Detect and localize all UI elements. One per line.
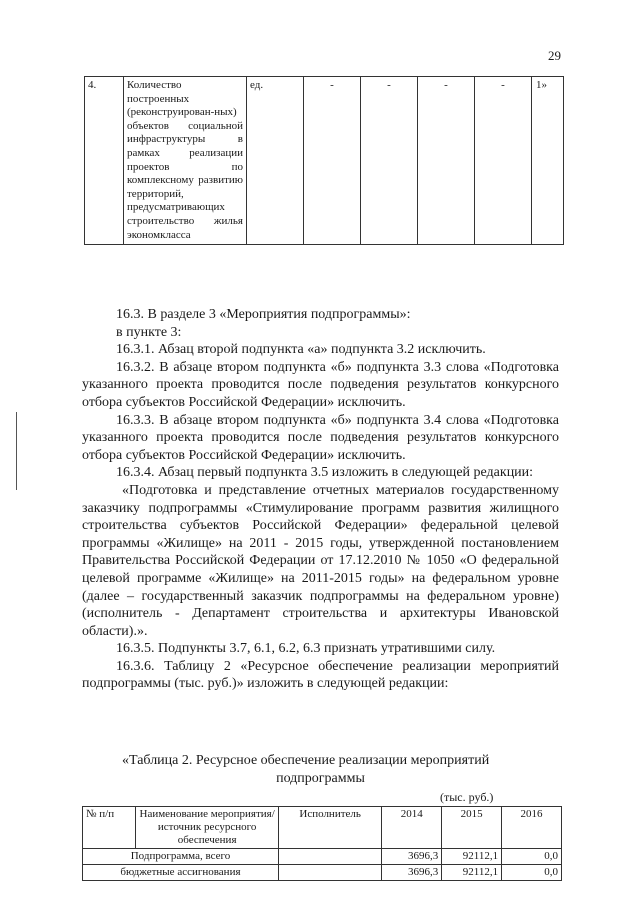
row-executor — [278, 849, 381, 865]
row-label: Подпрограмма, всего — [83, 849, 279, 865]
indicator-name: Количество построенных (реконструирован-ных) объектов социальной инфраструктуры в рамках реализации проектов по комплексному развитию территорий, предусматривающих строительство жилья экономкласса — [124, 77, 247, 245]
table-header-row — [83, 807, 562, 849]
caption-line: «Таблица 2. Ресурсное обеспечение реализации мероприятий — [122, 753, 490, 768]
table-row — [83, 849, 562, 865]
header-name: Наименование мероприятия/источник ресурсного обеспечения — [136, 807, 279, 849]
paragraph: 16.3.4. Абзац первый подпункта 3.5 изложить в следующей редакции: — [116, 465, 534, 481]
header-executor: Исполнитель — [278, 807, 381, 849]
margin-mark — [16, 412, 17, 490]
paragraph: 16.3. В разделе 3 «Мероприятия подпрограммы»: — [116, 307, 411, 322]
row-value: 0,0 — [502, 865, 562, 881]
page-number: 29 — [548, 48, 561, 63]
row-value: 0,0 — [502, 849, 562, 865]
paragraph: «Подготовка и представление отчетных материалов государственному заказчику подпрограммы «Стимулирование программ развития жилищного строительства субъектов Российской Федерации» федеральной целевой программы «Жилище» на 2011 - 2015 годы, утвержденной постановлением Правительства Российской Федерации от 17.12.2010 № 1050 «О федеральной целевой программе «Жилище» на 2011-2015 годы» на федеральном уровне (далее – государственный заказчик подпрограммы на федеральном уровне) (исполнитель - Департамент строительства и архитектуры Ивановской области).». — [82, 482, 559, 639]
row-value: 92112,1 — [442, 849, 502, 865]
value-cell: - — [475, 77, 532, 245]
row-value: 3696,3 — [382, 849, 442, 865]
header-year: 2015 — [442, 807, 502, 849]
paragraph: 16.3.2. В абзаце втором подпункта «б» подпункта 3.3 слова «Подготовка указанного проекта проводится после подведения результатов конкурсного отбора субъектов Российской Федерации» исключить. — [82, 359, 559, 410]
row-executor — [278, 865, 381, 881]
paragraph: 16.3.3. В абзаце втором подпункта «б» подпункта 3.4 слова «Подготовка указанного проекта проводится после подведения результатов конкурсного отбора субъектов Российской Федерации» исключить. — [82, 412, 559, 463]
paragraph: 16.3.1. Абзац второй подпункта «а» подпункта 3.2 исключить. — [116, 342, 486, 358]
row-value: 92112,1 — [442, 865, 502, 881]
table-row — [85, 77, 564, 245]
header-year: 2014 — [382, 807, 442, 849]
table-row — [83, 865, 562, 881]
row-value: 3696,3 — [382, 865, 442, 881]
caption-line: подпрограммы — [276, 770, 365, 786]
value-cell: - — [418, 77, 475, 245]
indicator-table — [84, 76, 564, 245]
row-label: бюджетные ассигнования — [83, 865, 279, 881]
value-cell: - — [304, 77, 361, 245]
header-year: 2016 — [502, 807, 562, 849]
paragraph: 16.3.6. Таблицу 2 «Ресурсное обеспечение реализации мероприятий подпрограммы (тыс. руб.)» изложить в следующей редакции: — [82, 658, 559, 692]
paragraph: в пункте 3: — [116, 324, 182, 340]
indicator-unit: ед. — [247, 77, 304, 245]
header-num: № п/п — [83, 807, 136, 849]
resource-table — [82, 806, 562, 881]
paragraph: 16.3.5. Подпункты 3.7, 6.1, 6.2, 6.3 признать утратившими силу. — [116, 641, 496, 657]
value-cell: 1» — [532, 77, 564, 245]
units-label: (тыс. руб.) — [440, 790, 494, 804]
row-number: 4. — [85, 77, 124, 245]
table-caption — [82, 752, 559, 787]
document-body — [82, 306, 559, 693]
value-cell: - — [361, 77, 418, 245]
